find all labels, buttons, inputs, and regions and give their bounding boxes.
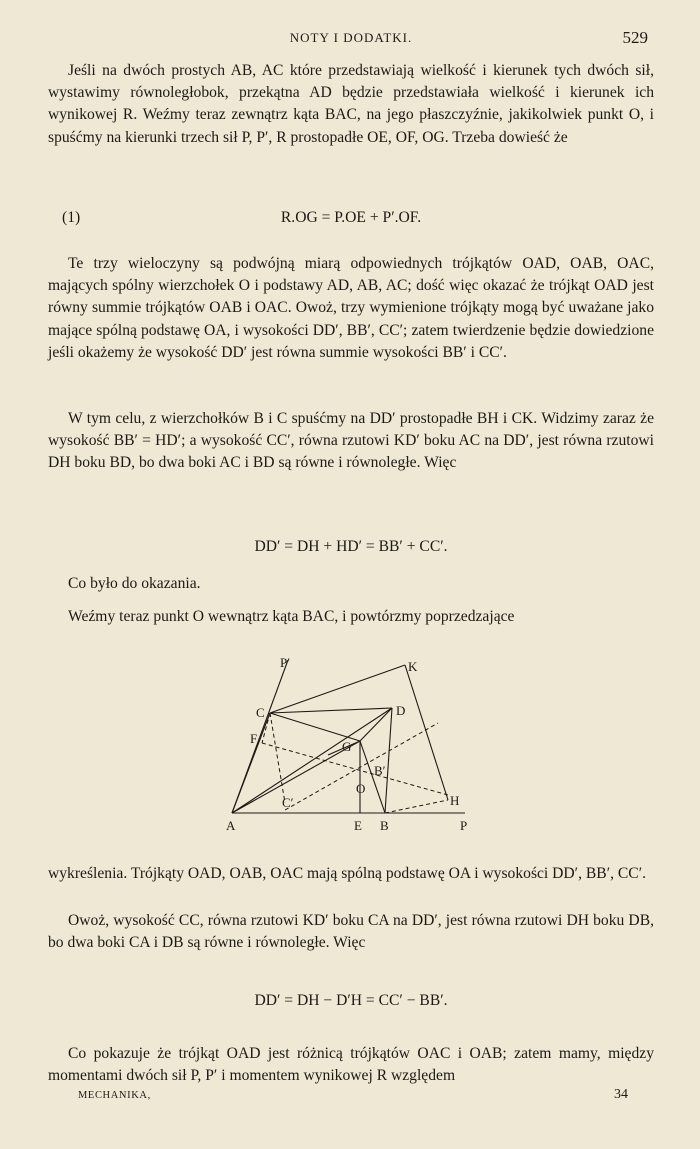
label-G: G	[342, 739, 352, 754]
paragraph-2: Te trzy wieloczyny są podwójną miarą odpowiednych trójkątów OAD, OAB, OAC, mających spólny wierzchołek O i podstawy AD, AB, AC; dość więc okazać że trójkąt OAD jest równy summie trójkątów OAB i OAC. Owoż, trzy wymienione trójkąty mogą być uważane jako mające spólną podstawę OA, i wysokości DD′, BB′, CC′; zatem twierdzenie będzie dowiedzione jeśli okażemy że wysokość DD′ jest równa summie wysokości BB′ i CC′.	[48, 255, 654, 361]
running-title: NOTY I DODATKI.	[289, 30, 413, 45]
equation-3-text: DD′ = DH − D′H = CC′ − BB′.	[254, 992, 448, 1009]
equation-2-text: DD′ = DH + HD′ = BB′ + CC′.	[254, 538, 448, 555]
paragraph-4: Co było do okazania.	[68, 575, 201, 592]
label-B: B	[380, 818, 389, 833]
line-AC	[232, 713, 270, 813]
label-E: E	[354, 818, 362, 833]
equation-2	[48, 538, 654, 556]
paragraph-8: Co pokazuje że trójkąt OAD jest różnicą trójkątów OAC i OAB; zatem mamy, między momentami dwóch sił P, P′ i momentem wynikowej R względem	[48, 1045, 654, 1085]
paragraph-6: wykreślenia. Trójkąty OAD, OAB, OAC mają spólną podstawę OA i wysokości DD′, BB′, CC′.	[48, 865, 647, 882]
diagonal-AD	[232, 708, 392, 813]
label-H: H	[450, 793, 460, 808]
equation-number: (1)	[62, 209, 81, 226]
paragraph-3: W tym celu, z wierzchołków B i C spuśćmy na DD′ prostopadłe BH i CK. Widzimy zaraz że wysokość BB′ = HD′; a wysokość CC′, równa rzutowi KD′ boku AC na DD′, jest równa rzutowi DH boku BD, bo dwa boki AC i BD są równe i równoległe. Więc	[48, 410, 654, 472]
line-OA	[232, 741, 360, 813]
dashed-line-CCprime	[270, 713, 285, 803]
dashed-line-Cprime-Dprime	[285, 723, 438, 810]
line-CK	[270, 665, 405, 713]
label-K: K	[408, 659, 418, 674]
label-C: C	[256, 705, 265, 720]
signature-mark: MECHANIKA,	[78, 1090, 151, 1101]
label-B-prime: B′	[374, 763, 386, 778]
equation-3	[48, 992, 654, 1010]
dashed-line-F-H	[262, 743, 448, 795]
paragraph-7: Owoż, wysokość CC, równa rzutowi KD′ boku CA na DD′, jest równa rzutowi DH boku DB, bo dwa boki CA i DB są równe i równoległe. Więc	[48, 912, 654, 952]
equation-1-text: R.OG = P.OE + P′.OF.	[280, 209, 422, 226]
line-K-H	[405, 665, 448, 800]
label-P: P	[460, 818, 468, 833]
page-header	[54, 30, 648, 52]
label-C-prime: C′	[282, 795, 294, 810]
line-OD	[360, 708, 392, 741]
label-A: A	[226, 818, 236, 833]
sheet-number: 34	[614, 1087, 628, 1102]
paragraph-5: Weźmy teraz punkt O wewnątrz kąta BAC, i powtórzmy poprzedzające	[68, 608, 515, 625]
geometric-figure	[210, 655, 500, 835]
dashed-line-BH	[385, 800, 448, 813]
label-P-prime: P′	[280, 655, 291, 670]
line-OC	[270, 713, 360, 741]
paragraph-1: Jeśli na dwóch prostych AB, AC które przedstawiają wielkość i kierunek tych dwóch sił, wystawimy równoległobok, przekątna AD będzie przedstawiała wielkość i kierunek ich wynikowej R. Weźmy teraz zewnątrz kąta BAC, na jego płaszczyźnie, jakikolwiek punkt O, i spuśćmy na kierunki trzech sił P, P′, R prostopadłe OE, OF, OG. Trzeba dowieść że	[48, 62, 654, 146]
page-number: 529	[622, 28, 648, 47]
label-F: F	[250, 731, 258, 746]
equation-1	[48, 209, 654, 227]
label-O: O	[356, 781, 366, 796]
page-footer	[78, 1087, 650, 1110]
label-D: D	[396, 703, 406, 718]
line-DB	[385, 708, 392, 813]
line-CD	[270, 708, 392, 713]
